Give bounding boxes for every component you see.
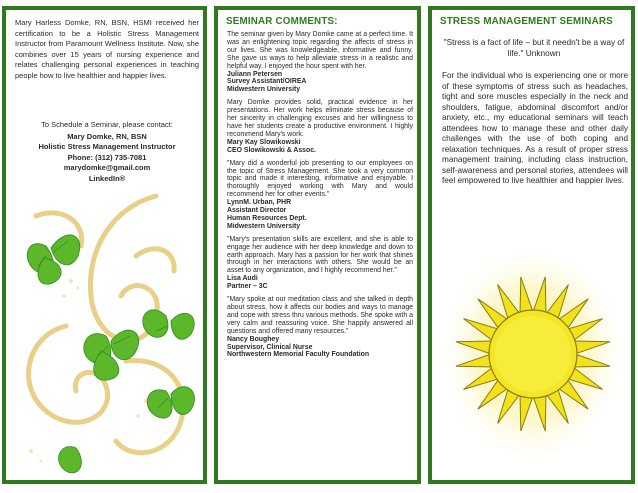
quote-text: "Stress is a fact of life – but it needn't be a way of life." Unknown — [443, 37, 625, 58]
contact-role: Holistic Stress Management Instructor — [38, 142, 176, 152]
comment-text: The seminar given by Mary Domke came at a perfect time. It was an enlightening topic regarding the affects of stress in our lives. She was knowledgeable, informative and funny. She gave us ways to help alleviate stress in a realistic and helpful way. I enjoyed the hour spent with her. — [227, 31, 413, 70]
seminars-title: STRESS MANAGEMENT SEMINARS — [440, 16, 613, 27]
comment-author-title: Survey Assistant/OIREA — [227, 78, 307, 86]
comment-item — [227, 236, 413, 291]
contact-phone: Phone: (312) 735-7081 — [67, 152, 147, 162]
comment-author-title: CEO Slowikowski & Assoc. — [227, 146, 316, 154]
comment-author-title: Partner – 3C — [227, 283, 268, 291]
contact-email[interactable]: marydomke@gmail.com — [63, 163, 151, 173]
panel-seminars — [428, 6, 635, 484]
comment-author: LynnM. Urban, PHR — [227, 199, 292, 207]
schedule-block — [12, 120, 202, 185]
comment-item — [227, 31, 413, 94]
comment-author-org: Midwestern University — [227, 86, 301, 94]
comment-text: "Mary spoke at our meditation class and she talked in depth about stress, how it affects our bodies and ways to manage and cope with stress thru various methods. She spoke with a very calm and reassuring voice. She happily answered all questions and offered many resources." — [227, 296, 413, 335]
contact-name: Mary Domke, RN, BSN — [67, 131, 147, 141]
comment-text: "Mary's presentation skills are excellent, and she is able to engage her audience with her deep knowledge and down to earth approach. Mary has a passion for her work that shines through in her interactions with others. She would be an asset to any organization, and I highly recommend her." — [227, 235, 413, 275]
comments-list — [227, 31, 413, 364]
comment-item — [227, 99, 413, 154]
comment-author-org2: Midwestern University — [227, 222, 301, 230]
comment-author: Lisa Audi — [227, 275, 258, 283]
comment-item — [227, 160, 413, 231]
comment-author-org: Human Resources Dept. — [227, 214, 307, 222]
comment-author-org: Northwestern Memorial Faculty Foundation — [227, 351, 370, 359]
sun-icon — [438, 242, 628, 478]
comment-text: "Mary did a wonderful job presenting to our employees on the topic of Stress Management. She took a very common topic and made it interesting, informative and enjoyable. I thoroughly enjoyed working with Mary and would recommend her for other events." — [227, 159, 413, 199]
comments-title: SEMINAR COMMENTS: — [226, 16, 338, 27]
comment-author-title: Assistant Director — [227, 207, 287, 215]
comment-author-title: Supervisor, Clinical Nurse — [227, 343, 313, 351]
bio-text: Mary Harless Domke, RN, BSN, HSMI received her certification to be a Holistic Stress Management Instructor from Paramount Wellness Institute. Now, she combines over 15 years of nursing experience and relates challenging personal experiences in teaching people how to live healthier and happier lives. — [15, 18, 199, 80]
comment-author: Mary Kay Slowikowski — [227, 138, 301, 146]
contact-linkedin[interactable]: LinkedIn® — [88, 173, 126, 183]
leaves-swirl-art — [6, 186, 203, 478]
comment-author: Juliann Petersen — [227, 70, 283, 78]
schedule-intro: To Schedule a Seminar, please contact: — [41, 120, 173, 129]
seminars-description: For the individual who is experiencing one or more of these symptoms of stress such as headaches, tight and sore muscles especially in the neck and shoulders, fatigue, abdominal discomfort and/or anxiety, etc., my educational seminars will teach attendees how to manage these and other daily challenges with the use of both coping and relaxation techniques. As a result of proper stress management training, including class instruction, self-awareness and personal stories, attendees will feel empowered to live healthier and happier lives. — [442, 71, 628, 185]
panel-contact — [2, 6, 207, 484]
comment-author: Nancy Boughey — [227, 335, 280, 343]
panel-comments — [214, 6, 421, 484]
comment-item — [227, 296, 413, 359]
comment-text: Mary Domke provides solid, practical evidence in her presentations. Her work helps eliminate stress because of her sincerity in challenging excuses and her willingness to have her students create a productive environment. I highly recommend Mary's work. — [227, 99, 413, 138]
